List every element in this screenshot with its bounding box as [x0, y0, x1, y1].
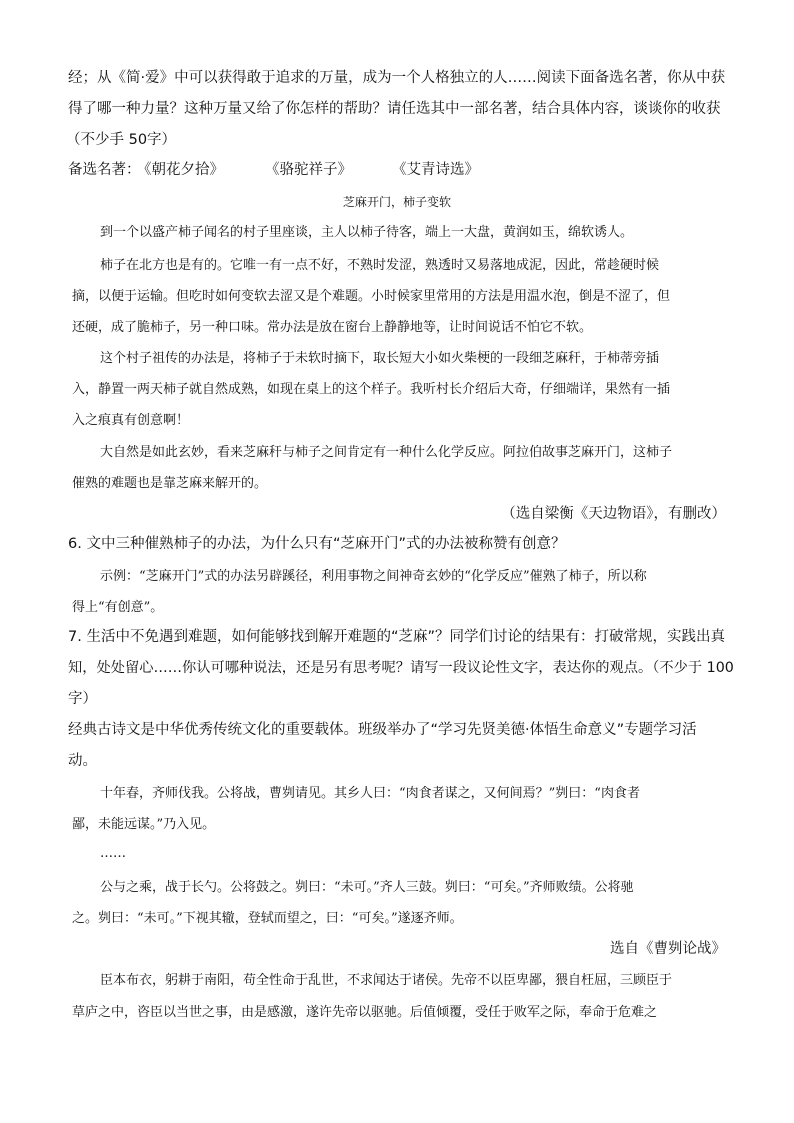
book-option-1: 《朝花夕拾》 [137, 162, 224, 178]
passage-line: 这个村子祖传的办法是，将柿子于未软时摘下，取长短大小如火柴梗的一段细芝麻秆，于柿蒂旁插 [100, 351, 660, 366]
classical-line: 之。刿曰：“未可。”下视其辙，登轼而望之，曰：“可矣。”遂逐齐师。 [72, 911, 463, 926]
intro-line-1: 经典古诗文是中华优秀传统文化的重要载体。班级举办了“学习先贤美德·体悟生命意义”专题学习活 [68, 722, 697, 738]
classical-source: 选自《曹刿论战》 [610, 941, 726, 957]
classical-line: 十年春，齐师伐我。公将战，曹刿请见。其乡人曰：“肉食者谋之，又何间焉？”刿曰：“肉食者 [100, 786, 640, 801]
q7-line-2: 知，处处留心……你认可哪种说法，还是另有思考呢？请写一段议论性文字，表达你的观点。（不少于 100 [68, 660, 734, 676]
intro-line-2: 动。 [68, 753, 97, 769]
passage-title: 芝麻开门，柿子变软 [342, 195, 452, 209]
q7-line-1: 7. 生活中不免遇到难题，如何能够找到解开难题的“芝麻”？同学们讨论的结果有：打破常规，实践出真 [68, 629, 725, 645]
q6-answer-line-2: 得上“有创意”。 [72, 600, 164, 615]
passage-line: 催熟的难题也是靠芝麻来解开的。 [72, 476, 268, 491]
passage-line: 摘，以便于运输。但吃时如何变软去涩又是个难题。小时候家里常用的方法是用温水泡，倒是不涩了，但 [72, 289, 671, 304]
q6-answer-line-1: 示例：“芝麻开门”式的办法另辟蹊径，利用事物之间神奇玄妙的“化学反应”催熟了柿子，所以称 [100, 569, 647, 584]
passage-line: 到一个以盛产柿子闻名的村子里座谈，主人以柿子待客，端上一大盘，黄润如玉，绵软诱人。 [100, 225, 634, 240]
passage-line: 入，静置一两天柿子就自然成熟，如现在桌上的这个样子。我听村长介绍后大奇，仔细端详，果然有一插 [72, 382, 671, 397]
book-list-label: 备选名著： [68, 162, 141, 178]
passage-line: 大自然是如此玄妙，看来芝麻秆与柿子之间肯定有一种什么化学反应。阿拉伯故事芝麻开门，这柿子 [100, 445, 673, 460]
q5-line-2: 得了哪一种力量？这种万量又给了你怎样的帮助？请任选其中一部名著，结合具体内容，谈谈你的收获 [68, 101, 721, 117]
passage-line: 入之痕真有创意啊！ [72, 413, 190, 428]
book-option-2: 《骆驼祥子》 [265, 162, 352, 178]
q5-line-3: （不少手 50字） [66, 132, 177, 148]
passage-line: 柿子在北方也是有的。它唯一有一点不好，不熟时发涩，熟透时又易落地成泥，因此，常趁硬时候 [100, 258, 660, 273]
q6-question: 6. 文中三种催熟柿子的办法，为什么只有“芝麻开门”式的办法被称赞有创意？ [68, 536, 566, 552]
classical-line: 公与之乘，战于长勺。公将鼓之。刿曰：“未可。”齐人三鼓。刿曰：“可矣。”齐师败绩。公将驰 [100, 880, 634, 895]
classical-line: 鄙，未能远谋。”乃入见。 [72, 817, 216, 832]
passage-line: 还硬，成了脆柿子，另一种口味。常办法是放在窗台上静静地等，让时间说话不怕它不软。 [72, 320, 593, 335]
classical-line: 草庐之中，咨臣以当世之事，由是感激，遂许先帝以驱驰。后值倾覆，受任于败军之际，奉命于危难之 [72, 1005, 658, 1020]
classical-ellipsis: …… [100, 846, 126, 861]
q7-line-3: 字） [68, 691, 97, 707]
classical-line: 臣本布衣，躬耕于南阳，苟全性命于乱世，不求闻达于诸侯。先帝不以臣卑鄙，猥自枉屈，三顾臣于 [100, 973, 673, 988]
q5-line-1: 经；从《简·爱》中可以获得敢于追求的万量，成为一个人格独立的人……阅读下面备选名著，你从中获 [68, 70, 726, 86]
passage-source: （选自梁衡《天边物语》，有删改） [501, 506, 726, 522]
book-option-3: 《艾青诗选》 [392, 162, 479, 178]
